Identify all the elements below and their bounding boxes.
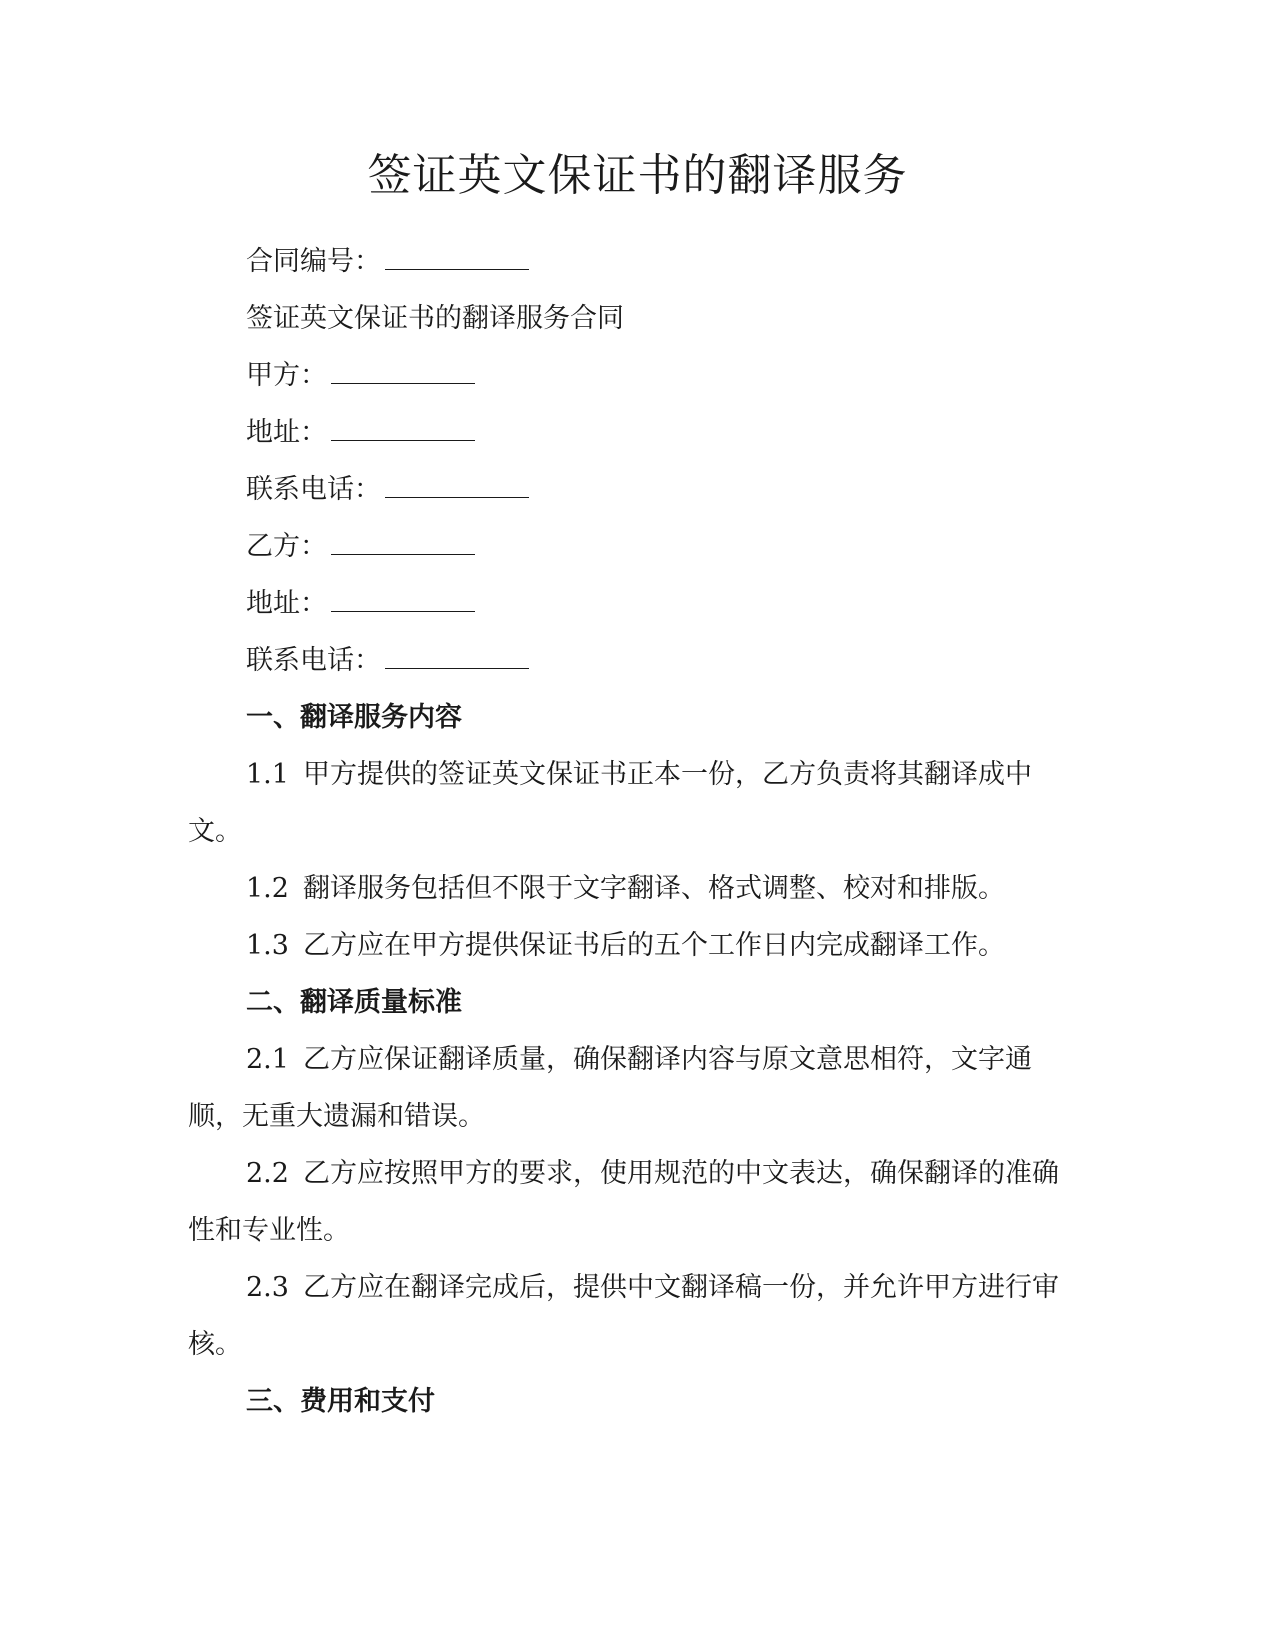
clause-number: 1.2 bbox=[246, 873, 289, 904]
contract-number-blank bbox=[385, 247, 529, 270]
clause-text: 乙方应按照甲方的要求，使用规范的中文表达，确保翻译的准确性和专业性。 bbox=[188, 1158, 1059, 1246]
party-b-label: 乙方： bbox=[246, 531, 327, 562]
party-a-address-field bbox=[188, 404, 1068, 461]
party-b-field bbox=[188, 518, 1068, 575]
clause-number: 1.3 bbox=[246, 930, 289, 961]
party-b-phone-field bbox=[188, 632, 1068, 689]
party-b-address-blank bbox=[331, 589, 475, 612]
clause-number: 2.2 bbox=[246, 1158, 289, 1189]
clause-number: 2.1 bbox=[246, 1044, 289, 1075]
party-a-phone-blank bbox=[385, 475, 529, 498]
document-title: 签证英文保证书的翻译服务 bbox=[367, 150, 908, 201]
document-body bbox=[188, 233, 1068, 1430]
clause bbox=[188, 917, 1068, 974]
clause bbox=[188, 860, 1068, 917]
contract-number-label: 合同编号： bbox=[246, 246, 381, 277]
clause-text: 乙方应在翻译完成后，提供中文翻译稿一份，并允许甲方进行审核。 bbox=[188, 1272, 1059, 1360]
clause-text: 乙方应在甲方提供保证书后的五个工作日内完成翻译工作。 bbox=[302, 930, 1005, 961]
clause-text: 乙方应保证翻译质量，确保翻译内容与原文意思相符，文字通顺，无重大遗漏和错误。 bbox=[188, 1044, 1032, 1132]
clause-text: 翻译服务包括但不限于文字翻译、格式调整、校对和排版。 bbox=[302, 873, 1005, 904]
section-heading: 一、翻译服务内容 bbox=[246, 702, 462, 733]
party-b-phone-blank bbox=[385, 646, 529, 669]
party-a-field bbox=[188, 347, 1068, 404]
party-a-blank bbox=[331, 361, 475, 384]
party-b-blank bbox=[331, 532, 475, 555]
party-a-address-blank bbox=[331, 418, 475, 441]
party-a-phone-label: 联系电话： bbox=[246, 474, 381, 505]
clause-text: 甲方提供的签证英文保证书正本一份，乙方负责将其翻译成中文。 bbox=[188, 759, 1032, 847]
clause bbox=[188, 1259, 1068, 1373]
party-a-label: 甲方： bbox=[246, 360, 327, 391]
party-a-phone-field bbox=[188, 461, 1068, 518]
clause-number: 1.1 bbox=[246, 759, 289, 790]
section-heading: 二、翻译质量标准 bbox=[246, 987, 462, 1018]
party-b-address-label: 地址： bbox=[246, 588, 327, 619]
clause bbox=[188, 1031, 1068, 1145]
section-heading: 三、费用和支付 bbox=[246, 1386, 435, 1417]
party-b-phone-label: 联系电话： bbox=[246, 645, 381, 676]
clause-number: 2.3 bbox=[246, 1272, 289, 1303]
contract-number-field bbox=[188, 233, 1068, 290]
party-a-address-label: 地址： bbox=[246, 417, 327, 448]
party-b-address-field bbox=[188, 575, 1068, 632]
contract-name: 签证英文保证书的翻译服务合同 bbox=[246, 303, 624, 334]
clause bbox=[188, 1145, 1068, 1259]
clause bbox=[188, 746, 1068, 860]
